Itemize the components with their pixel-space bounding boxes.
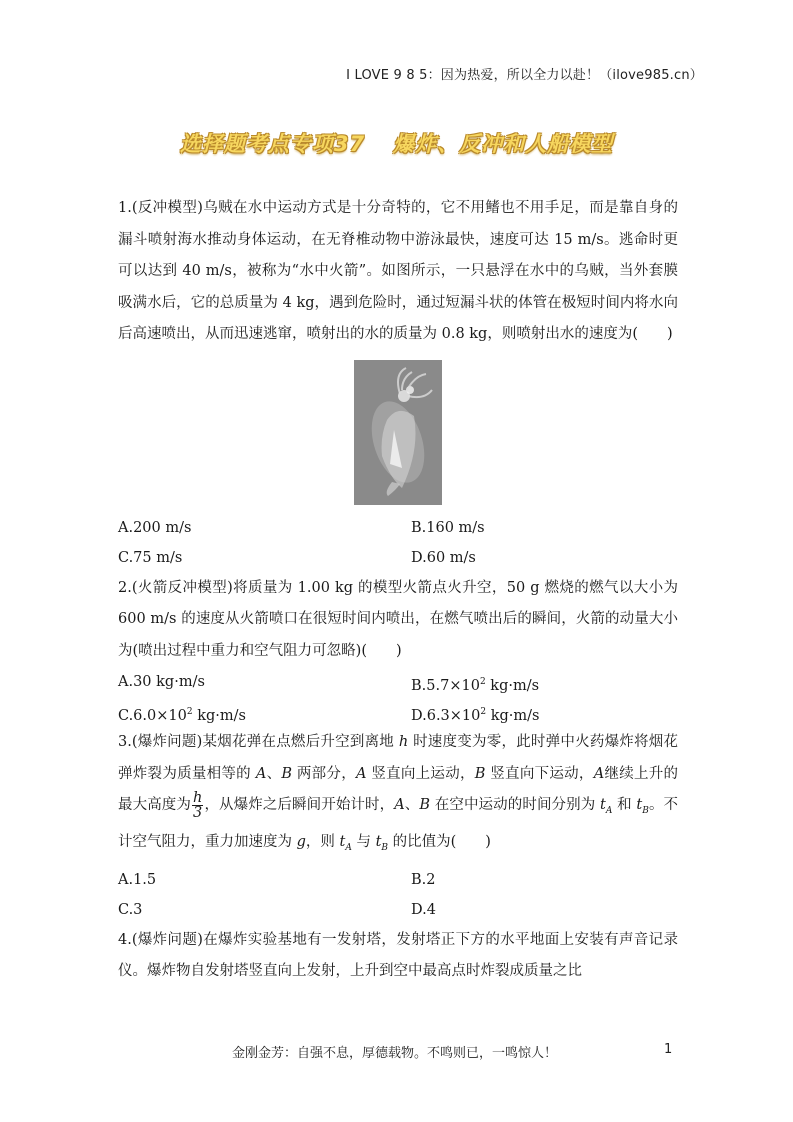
footer-motto: 金刚金芳：自强不息，厚德载物。不鸣则已，一鸣惊人！ (232, 1046, 558, 1061)
header-note: I LOVE 9 8 5：因为热爱，所以全力以赴！（ilove985.cn） (346, 68, 703, 83)
q3-var-b: B (474, 765, 486, 782)
question-2-options-row-2 (118, 697, 678, 727)
question-2-options-row-1 (118, 667, 678, 697)
squid-illustration (354, 360, 442, 505)
q2-option-d-base: D.6.3×10 (411, 707, 481, 724)
q3-option-c[interactable]: C.3 (118, 901, 143, 918)
q1-option-b[interactable]: B.160 m/s (411, 519, 485, 536)
q3-var-a: A (255, 765, 267, 782)
question-1-text: 1.(反冲模型)乌贼在水中运动方式是十分奇特的，它不用鳍也不用手足，而是靠自身的漏斗喷射海水推动身体运动，在无脊椎动物中游泳最快，速度可达 15 m/s。逃命时更可以达到 40 m/s，被称为“水中火箭”。如图所示，一只悬浮在水中的乌贼，当外套膜吸满水后，它的总质量为 4 kg，遇到危险时，通过短漏斗状的体管在极短时间内将水向后高速喷出，从而迅速逃窜，喷射出的水的质量为 0.8 kg，则喷射出水的速度为( ) (118, 200, 678, 342)
q3-seg-11: 。不计空气阻力，重力加速度为 (118, 797, 679, 851)
q3-var-g: g (296, 834, 306, 851)
q1-option-a[interactable]: A.200 m/s (118, 519, 192, 536)
q3-var-t: t (636, 797, 643, 813)
question-3-options-row-1 (118, 865, 678, 895)
q2-option-c-base: C.6.0×10 (118, 707, 187, 724)
q3-var-a: A (593, 765, 605, 782)
question-2-text: 2.(火箭反冲模型)将质量为 1.00 kg 的模型火箭点火升空，50 g 燃烧的燃气以大小为 600 m/s 的速度从火箭喷口在很短时间内喷出，在燃气喷出后的瞬间，火箭的动量大小为(喷出过程中重力和空气阻力可忽略)( ) (118, 579, 678, 659)
q2-option-d[interactable] (411, 697, 678, 727)
q2-option-c-unit: kg·m/s (192, 707, 246, 724)
q3-seg-2: 时速度变为零，此时弹中火药爆炸将烟花弹炸裂为质量相等的 (118, 734, 679, 782)
q2-option-b[interactable] (411, 667, 678, 697)
page-title (0, 128, 793, 158)
q1-option-c[interactable]: C.75 m/s (118, 549, 183, 566)
squid-photo (354, 360, 442, 505)
q3-seg-9: 在空中运动的时间分别为 (430, 797, 601, 813)
q3-fraction-numerator: h (193, 789, 203, 806)
q3-seg-7: 继续上升的最大高度为 (118, 765, 679, 813)
page-number: 1 (664, 1042, 673, 1057)
q3-sub-b: B (381, 843, 389, 854)
q2-option-c[interactable] (118, 697, 411, 727)
q3-fraction (192, 791, 203, 820)
q3-seg-4: 两部分， (292, 765, 356, 782)
q3-var-t: t (375, 834, 382, 851)
q3-var-t: t (600, 797, 606, 813)
q3-var-a: A (394, 797, 405, 813)
q3-var-a: A (355, 765, 367, 782)
q3-seg-1: 3.(爆炸问题)某烟花弹在点燃后升空到离地 (118, 734, 399, 750)
q2-option-c-exponent: 2 (186, 707, 193, 717)
q3-seg-10: 和 (612, 797, 637, 813)
q3-option-b[interactable]: B.2 (411, 871, 436, 888)
q3-var-t: t (339, 834, 346, 851)
q3-seg-13: 与 (351, 834, 376, 851)
q3-seg-6: 竖直向下运动， (485, 765, 594, 782)
q3-fraction-denominator: 3 (193, 804, 203, 821)
question-1-options-row-2 (118, 543, 678, 573)
q2-option-d-exponent: 2 (480, 707, 487, 717)
title-part1: 选择题考点专项37 (179, 132, 366, 156)
q3-var-h: h (398, 734, 409, 750)
q3-seg-3: 、 (266, 765, 282, 782)
q2-option-b-exponent: 2 (479, 677, 486, 687)
q3-option-d[interactable]: D.4 (411, 901, 436, 918)
question-4-text: 4.(爆炸问题)在爆炸实验基地有一发射塔，发射塔正下方的水平地面上安装有声音记录仪。爆炸物自发射塔竖直向上发射，上升到空中最高点时炸裂成质量之比 (118, 931, 678, 980)
document-body (118, 193, 678, 988)
q2-option-a[interactable]: A.30 kg·m/s (118, 674, 205, 690)
q2-option-b-base: B.5.7×10 (411, 677, 480, 694)
q3-option-a[interactable]: A.1.5 (118, 871, 157, 888)
q3-var-b: B (281, 765, 293, 782)
question-3-options-row-2 (118, 895, 678, 925)
q3-seg-3b: 、 (404, 797, 420, 813)
q3-seg-5: 竖直向上运动， (366, 765, 475, 782)
question-1-options-row-1 (118, 513, 678, 543)
q3-seg-12: ，则 (305, 834, 340, 851)
q2-option-b-unit: kg·m/s (485, 677, 540, 694)
q3-seg-8: ，从爆炸之后瞬间开始计时， (204, 797, 395, 813)
title-part2: 爆炸、反冲和人船模型 (393, 132, 614, 156)
q1-option-d[interactable]: D.60 m/s (411, 549, 476, 566)
q3-sub-b: B (642, 805, 649, 816)
q2-option-d-unit: kg·m/s (486, 707, 540, 724)
question-3-text (118, 727, 678, 865)
q3-seg-14: 的比值为( ) (388, 834, 491, 851)
q3-sub-a: A (345, 843, 352, 854)
q3-var-b: B (419, 797, 431, 813)
q3-sub-a: A (605, 805, 613, 816)
